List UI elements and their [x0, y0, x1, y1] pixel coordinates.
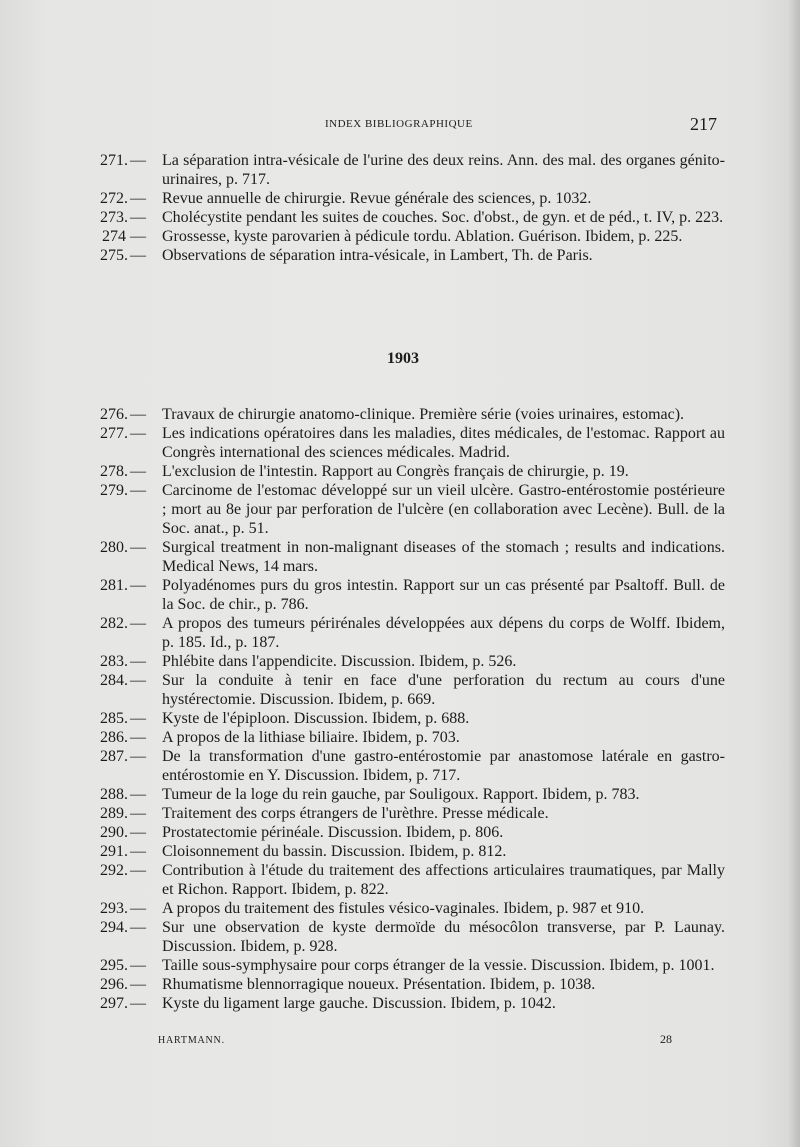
entry-text: De la transformation d'une gastro-entérostomie par anastomose latérale en gastro-entérostomie en Y. Discussion. Ibidem, p. 717. — [162, 748, 725, 784]
entry-dash: — — [130, 805, 146, 822]
bibliography-entry — [100, 861, 725, 899]
entry-text: Phlébite dans l'appendicite. Discussion. Ibidem, p. 526. — [162, 653, 517, 670]
entry-dash: — — [130, 729, 146, 746]
entry-number: 271. — [100, 152, 128, 169]
entry-text: A propos des tumeurs périrénales développées aux dépens du corps de Wolff. Ibidem, p. 185. Id., p. 187. — [162, 615, 725, 651]
entry-dash: — — [130, 748, 146, 765]
entry-number: 293. — [100, 900, 128, 917]
entry-text: Les indications opératoires dans les maladies, dites médicales, de l'estomac. Rapport au Congrès international des sciences médicales. Madrid. — [162, 425, 725, 461]
entry-number: 286. — [100, 729, 128, 746]
entry-list-1903 — [100, 405, 725, 1013]
entry-number: 290. — [100, 824, 128, 841]
entry-text: La séparation intra-vésicale de l'urine des deux reins. Ann. des mal. des organes génito-urinaires, p. 717. — [162, 152, 725, 188]
entry-number: 287. — [100, 748, 128, 765]
entry-text: Kyste de l'épiploon. Discussion. Ibidem, p. 688. — [162, 710, 470, 727]
bibliography-entry — [100, 956, 725, 975]
entry-dash: — — [130, 190, 146, 207]
bibliography-entry — [100, 994, 725, 1013]
entry-text: Cholécystite pendant les suites de couches. Soc. d'obst., de gyn. et de péd., t. IV, p. 223. — [162, 209, 724, 226]
entry-number: 282. — [100, 615, 128, 632]
entry-number: 288. — [100, 786, 128, 803]
entry-number: 275. — [100, 247, 128, 264]
entry-dash: — — [130, 976, 146, 993]
bibliography-entry — [100, 424, 725, 462]
entry-dash: — — [130, 209, 146, 226]
entry-dash: — — [130, 995, 146, 1012]
bibliography-entry — [100, 899, 725, 918]
bibliography-entry — [100, 785, 725, 804]
entry-dash: — — [130, 539, 146, 556]
entry-text: A propos du traitement des fistules vésico-vaginales. Ibidem, p. 987 et 910. — [162, 900, 645, 917]
entry-text: Traitement des corps étrangers de l'urèthre. Presse médicale. — [162, 805, 549, 822]
entry-number: 294. — [100, 919, 128, 936]
entry-text: A propos de la lithiase biliaire. Ibidem, p. 703. — [162, 729, 460, 746]
entry-dash: — — [130, 919, 146, 936]
entry-dash: — — [130, 482, 146, 499]
bibliography-entry — [100, 189, 725, 208]
running-head: INDEX BIBLIOGRAPHIQUE — [325, 118, 473, 130]
author-footer: HARTMANN. — [158, 1035, 225, 1046]
entry-text: Rhumatisme blennorragique noueux. Présentation. Ibidem, p. 1038. — [162, 976, 596, 993]
entry-text: Sur une observation de kyste dermoïde du mésocôlon transverse, par P. Launay. Discussion. Ibidem, p. 928. — [162, 919, 725, 955]
entry-number: 285. — [100, 710, 128, 727]
entry-text: Sur la conduite à tenir en face d'une perforation du rectum au cours d'une hystérectomie. Discussion. Ibidem, p. 669. — [162, 672, 725, 708]
entry-number: 273. — [100, 209, 128, 226]
entry-number: 272. — [100, 190, 128, 207]
entry-text: Observations de séparation intra-vésicale, in Lambert, Th. de Paris. — [162, 247, 593, 264]
entry-dash: — — [130, 672, 146, 689]
entry-dash: — — [130, 247, 146, 264]
entry-dash: — — [130, 786, 146, 803]
entry-text: L'exclusion de l'intestin. Rapport au Congrès français de chirurgie, p. 19. — [162, 463, 629, 480]
entry-dash: — — [130, 463, 146, 480]
entry-list-1902 — [100, 151, 725, 265]
bibliography-entry — [100, 747, 725, 785]
entry-number: 295. — [100, 957, 128, 974]
entry-dash: — — [130, 710, 146, 727]
entry-text: Revue annuelle de chirurgie. Revue générale des sciences, p. 1032. — [162, 190, 592, 207]
entry-text: Carcinome de l'estomac développé sur un vieil ulcère. Gastro-entérostomie postérieure ; mort au 8e jour par perforation de l'ulcère (en collaboration avec Lecène). Bull. de la Soc. anat., p. 51. — [162, 482, 725, 537]
entry-dash: — — [130, 862, 146, 879]
entry-text: Grossesse, kyste parovarien à pédicule tordu. Ablation. Guérison. Ibidem, p. 225. — [162, 228, 683, 245]
entry-dash: — — [130, 843, 146, 860]
entry-text: Polyadénomes purs du gros intestin. Rapport sur un cas présenté par Psaltoff. Bull. de la Soc. de chir., p. 786. — [162, 577, 725, 613]
bibliography-entry — [100, 842, 725, 861]
entry-number: 274 — [102, 228, 126, 245]
entry-dash: — — [130, 615, 146, 632]
bibliography-entry — [100, 227, 725, 246]
entry-text: Tumeur de la loge du rein gauche, par Souligoux. Rapport. Ibidem, p. 783. — [162, 786, 640, 803]
bibliography-entry — [100, 481, 725, 538]
entry-number: 281. — [100, 577, 128, 594]
entry-text: Contribution à l'étude du traitement des affections articulaires traumatiques, par Mally et Richon. Rapport. Ibidem, p. 822. — [162, 862, 725, 898]
entry-number: 289. — [100, 805, 128, 822]
entry-number: 279. — [100, 482, 128, 499]
bibliography-entry — [100, 576, 725, 614]
entry-dash: — — [130, 577, 146, 594]
bibliography-entry — [100, 246, 725, 265]
entry-text: Cloisonnement du bassin. Discussion. Ibidem, p. 812. — [162, 843, 507, 860]
bibliography-entry — [100, 614, 725, 652]
entry-dash: — — [130, 406, 146, 423]
entry-dash: — — [130, 228, 146, 245]
bibliography-entry — [100, 405, 725, 424]
entry-number: 284. — [100, 672, 128, 689]
entry-text: Taille sous-symphysaire pour corps étranger de la vessie. Discussion. Ibidem, p. 1001. — [162, 957, 715, 974]
bibliography-entry — [100, 804, 725, 823]
entry-number: 278. — [100, 463, 128, 480]
entry-dash: — — [130, 425, 146, 442]
bibliography-entry — [100, 918, 725, 956]
entry-dash: — — [130, 957, 146, 974]
bibliography-entry — [100, 823, 725, 842]
bibliography-entry — [100, 208, 725, 227]
entry-dash: — — [130, 653, 146, 670]
page-edge-shadow — [788, 0, 800, 1147]
entry-number: 296. — [100, 976, 128, 993]
page-number: 217 — [690, 114, 717, 134]
entry-text: Kyste du ligament large gauche. Discussion. Ibidem, p. 1042. — [162, 995, 556, 1012]
bibliography-entry — [100, 709, 725, 728]
bibliography-entry — [100, 728, 725, 747]
year-heading: 1903 — [387, 350, 419, 367]
entry-number: 276. — [100, 406, 128, 423]
bibliography-entry — [100, 652, 725, 671]
entry-text: Prostatectomie périnéale. Discussion. Ibidem, p. 806. — [162, 824, 504, 841]
bibliography-entry — [100, 975, 725, 994]
entry-dash: — — [130, 824, 146, 841]
entry-number: 291. — [100, 843, 128, 860]
entry-number: 297. — [100, 995, 128, 1012]
signature-mark: 28 — [660, 1032, 672, 1046]
entry-number: 277. — [100, 425, 128, 442]
bibliography-entry — [100, 538, 725, 576]
entry-number: 292. — [100, 862, 128, 879]
entry-number: 283. — [100, 653, 128, 670]
entry-dash: — — [130, 900, 146, 917]
bibliography-entry — [100, 462, 725, 481]
entry-dash: — — [130, 152, 146, 169]
bibliography-entry — [100, 671, 725, 709]
bibliography-entry — [100, 151, 725, 189]
entry-number: 280. — [100, 539, 128, 556]
entry-text: Travaux de chirurgie anatomo-clinique. Première série (voies urinaires, estomac). — [162, 406, 685, 423]
entry-text: Surgical treatment in non-malignant diseases of the stomach ; results and indications. Medical News, 14 mars. — [162, 539, 725, 575]
